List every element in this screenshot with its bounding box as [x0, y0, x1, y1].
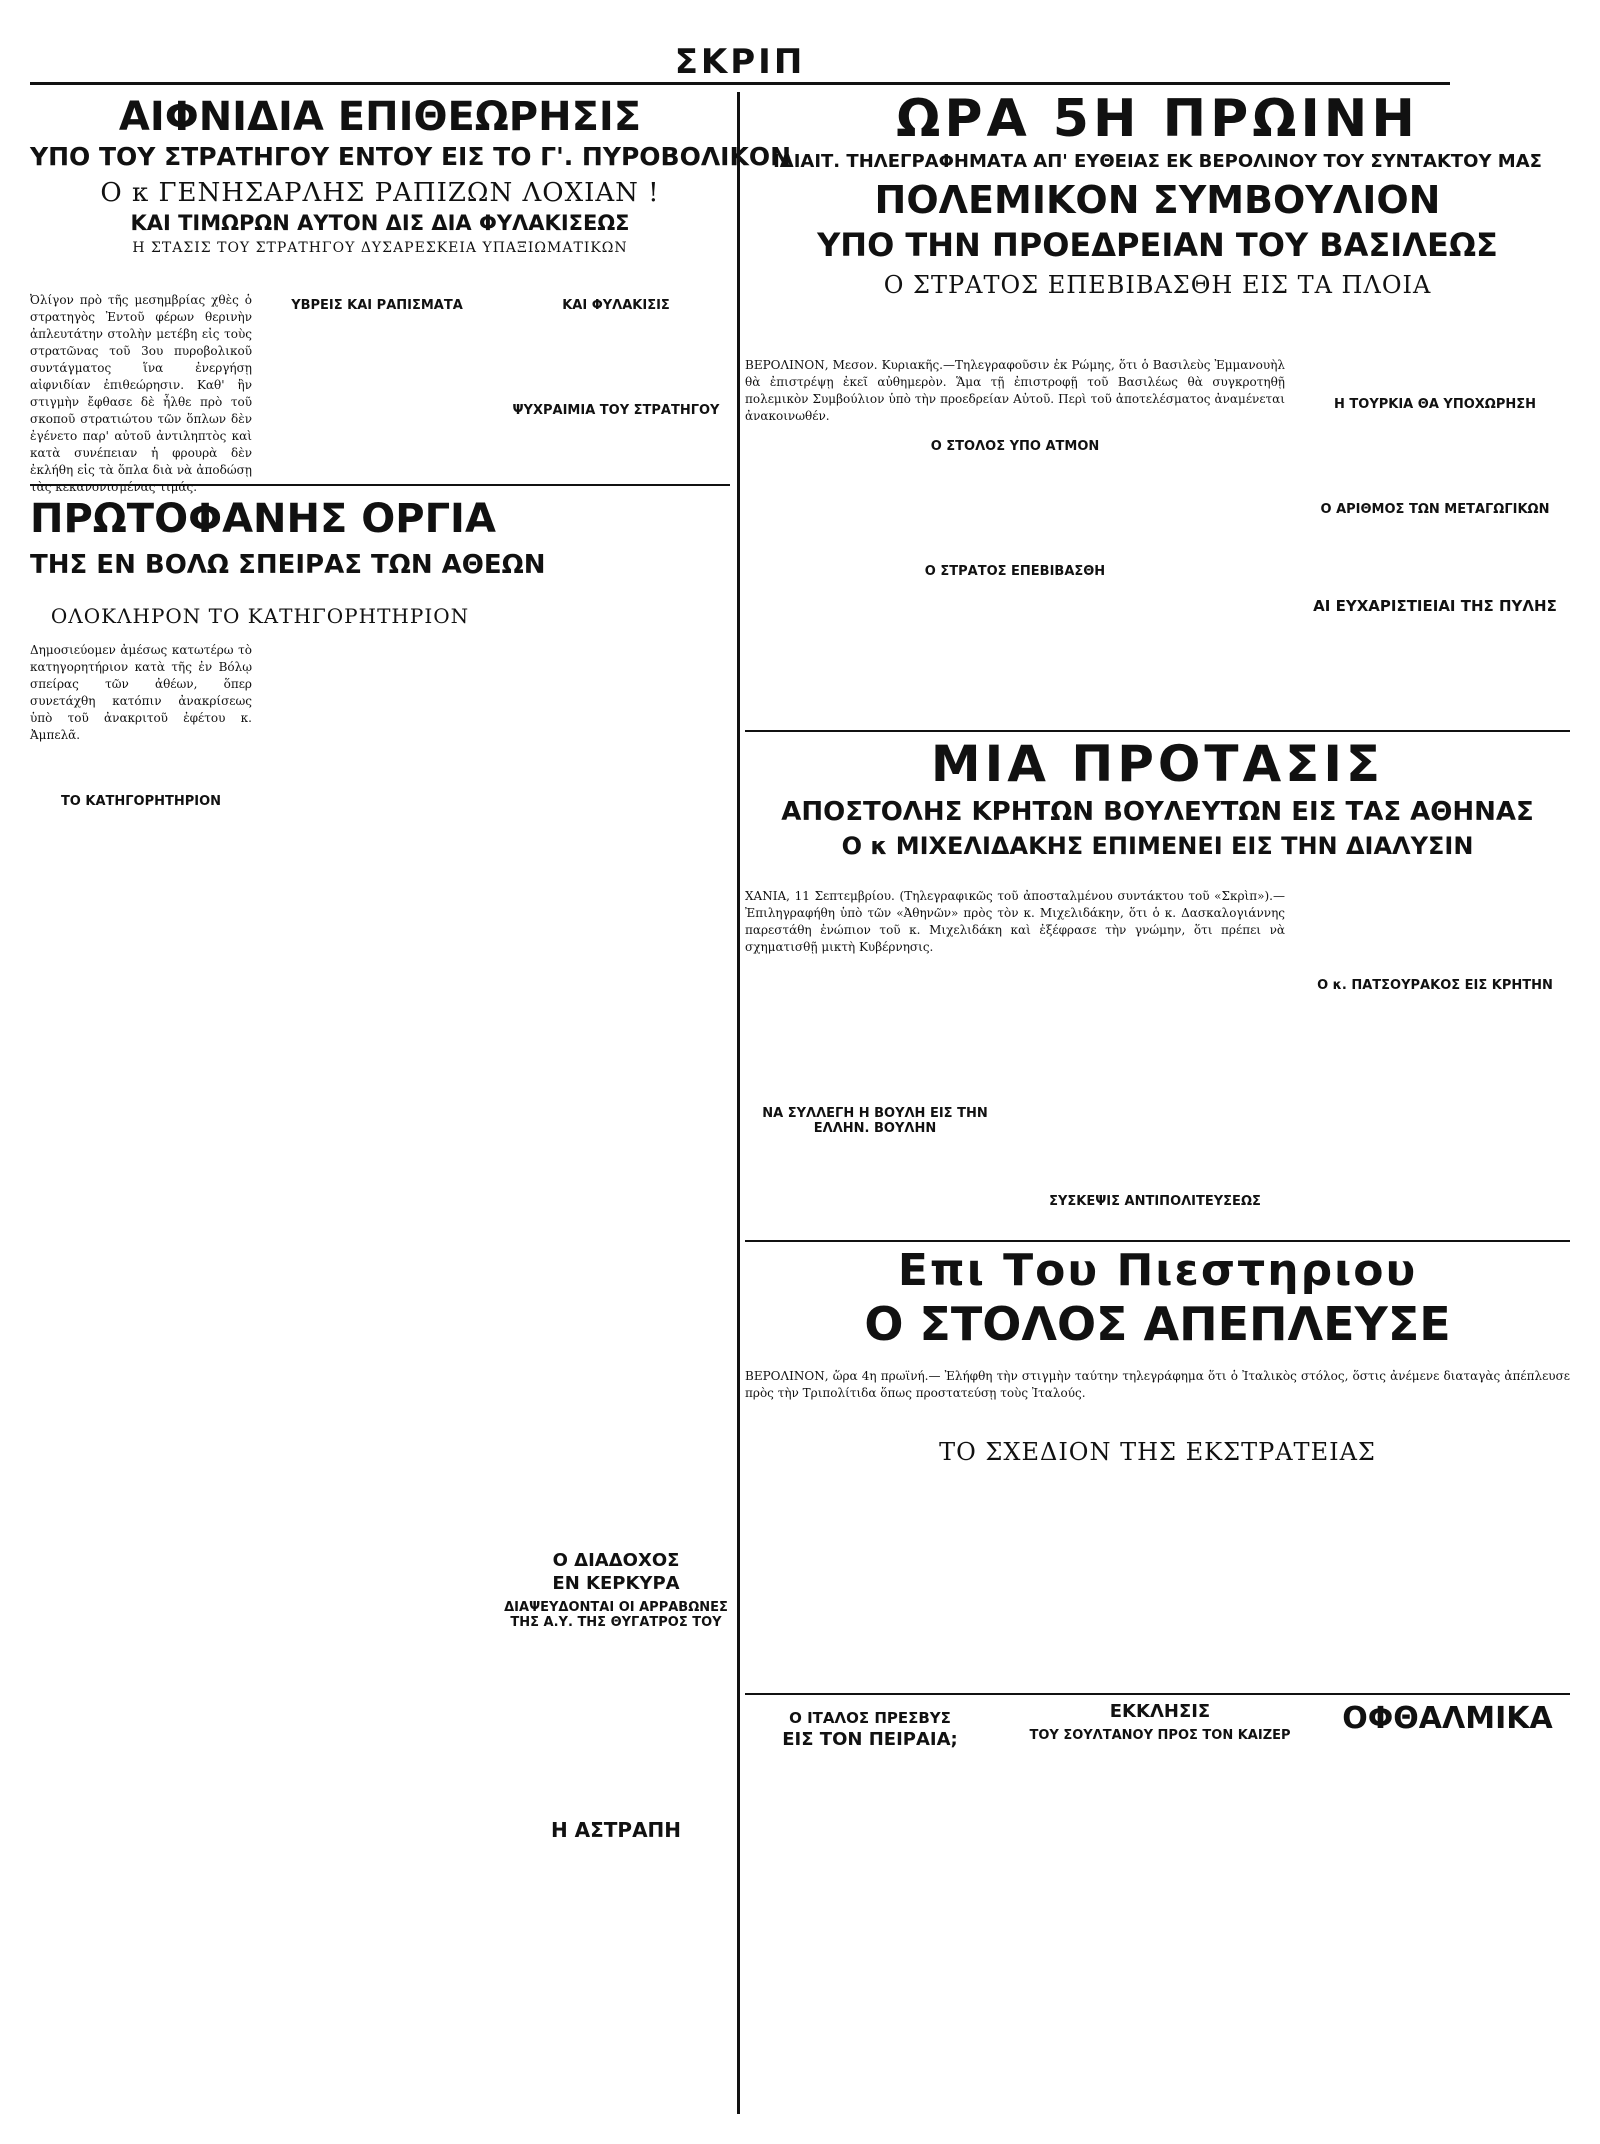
subheadline: ΙΔΙΑΙΤ. ΤΗΛΕΓΡΑΦΗΜΑΤΑ ΑΠ' ΕΥΘΕΙΑΣ ΕΚ ΒΕΡΟΛΙΝΟΥ ΤΟΥ ΣΥΝΤΑΚΤΟΥ ΜΑΣ	[773, 150, 1542, 172]
subheadline: ΚΑΙ ΤΙΜΩΡΩΝ ΑΥΤΟΝ ΔΙΣ ΔΙΑ ΦΥΛΑΚΙΣΕΩΣ	[130, 211, 630, 236]
section-divider	[745, 730, 1570, 732]
text-column	[30, 642, 252, 872]
section-subheading: ΨΥΧΡΑΙΜΙΑ ΤΟΥ ΣΤΡΑΤΗΓΟΥ	[512, 403, 720, 418]
subheadline: Η ΣΤΑΣΙΣ ΤΟΥ ΣΤΡΑΤΗΓΟΥ ΔΥΣΑΡΕΣΚΕΙΑ ΥΠΑΞΙΩΜΑΤΙΚΩΝ	[132, 240, 628, 257]
headline: ΠΡΩΤΟΦΑΝΗΣ ΟΡΓΙΑ	[30, 496, 496, 542]
text-column	[266, 292, 488, 478]
left-bottom-article	[30, 492, 730, 2112]
section-subheading: ΥΒΡΕΙΣ ΚΑΙ ΡΑΠΙΣΜΑΤΑ	[291, 298, 463, 313]
subheadline: Ο κ ΜΙΧΕΛΙΔΑΚΗΣ ΕΠΙΜΕΝΕΙ ΕΙΣ ΤΗΝ ΔΙΑΛΥΣΙΝ	[841, 831, 1474, 860]
text-column	[1300, 888, 1570, 1238]
text-column	[502, 1552, 730, 2112]
article-lead: Δημοσιεύομεν ἀμέσως κατωτέρω τὸ κατηγορητήριον κατὰ τῆς ἐν Βόλῳ σπείρας τῶν ἀθέων, ὅπερ συνετάχθη κατόπιν ἀνακρίσεως ὑπὸ τοῦ ἀνακριτοῦ ἐφέτου κ. Ἀμπελᾶ.	[30, 643, 252, 742]
text-column	[1300, 357, 1570, 728]
section-subheading: Η ΤΟΥΡΚΙΑ ΘΑ ΥΠΟΧΩΡΗΣΗ	[1334, 397, 1536, 412]
section-subheading: ΑΙ ΕΥΧΑΡΙΣΤΙΕΙΑΙ ΤΗΣ ΠΥΛΗΣ	[1313, 597, 1557, 615]
section-subheading: ΚΑΙ ΦΥΛΑΚΙΣΙΣ	[562, 298, 670, 313]
section-subheading: ΤΟ ΚΑΤΗΓΟΡΗΤΗΡΙΟΝ	[60, 794, 222, 809]
text-column	[1325, 1703, 1570, 1903]
text-column	[745, 1368, 1570, 1428]
masthead-title: ΣΚΡΙΠ	[674, 42, 806, 82]
subheadline: ΤΗΣ ΕΝ ΒΟΛΩ ΣΠΕΙΡΑΣ ΤΩΝ ΑΘΕΩΝ	[30, 550, 546, 580]
subheadline: ΥΠΟ ΤΗΝ ΠΡΟΕΔΡΕΙΑΝ ΤΟΥ ΒΑΣΙΛΕΩΣ	[817, 226, 1498, 265]
section-divider	[745, 1240, 1570, 1242]
article-lead: Ὀλίγον πρὸ τῆς μεσημβρίας χθὲς ὁ στρατηγὸς Ἐντοῦ φέρων θερινὴν ἀπλευτάτην στολὴν μετέβη εἰς τοὺς στρατῶνας τοῦ 3ου πυροβολικοῦ συντάγματος ἵνα ἐνεργήσῃ αἰφνιδίαν ἐπιθεώρησιν. Καθ' ἣν στιγμὴν ἔφθασε δὲ ἦλθε πρὸ τοῦ σκοποῦ στρατιώτου τῶν ὅπλων δὲν ἐγένετο παρ' αὐτοῦ ἀντιληπτὸς καὶ κατὰ συνέπειαν ἡ φρουρὰ δὲν ἐκλήθη εἰς τὰ ὅπλα διὰ νὰ ἀποδώσῃ τὰς κεκανονισμένας τιμάς.	[30, 293, 252, 494]
section-subheading: Ο κ. ΠΑΤΣΟΥΡΑΚΟΣ ΕΙΣ ΚΡΗΤΗΝ	[1317, 978, 1553, 993]
subheadline: ΥΠΟ ΤΟΥ ΣΤΡΑΤΗΓΟΥ ΕΝΤΟΥ ΕΙΣ ΤΟ Γ'. ΠΥΡΟΒΟΛΙΚΟΝ	[30, 142, 792, 171]
text-column	[1010, 1703, 1310, 1903]
section-subheading: Ο ΔΙΑΔΟΧΟΣ	[552, 1550, 680, 1571]
section-subheading: ΟΦΘΑΛΜΙΚΑ	[1342, 1701, 1553, 1736]
subheadline: ΟΛΟΚΛΗΡΟΝ ΤΟ ΚΑΤΗΓΟΡΗΤΗΡΙΟΝ	[50, 604, 470, 628]
right-top-article	[745, 89, 1570, 728]
section-subheading: Ο ΙΤΑΛΟΣ ΠΡΕΣΒΥΣ	[789, 1709, 951, 1727]
text-column	[745, 357, 1285, 728]
section-subheading: ΣΥΣΚΕΨΙΣ ΑΝΤΙΠΟΛΙΤΕΥΣΕΩΣ	[1049, 1194, 1261, 1209]
right-middle-article	[745, 735, 1570, 1238]
section-subheading: ΝΑ ΣΥΛΛΕΓΗ Η ΒΟΥΛΗ ΕΙΣ ΤΗΝ ΕΛΛΗΝ. ΒΟΥΛΗΝ	[762, 1106, 988, 1136]
subheadline: Ο ΣΤΟΛΟΣ ΑΠΕΠΛΕΥΣΕ	[864, 1297, 1451, 1352]
subheadline: ΑΠΟΣΤΟΛΗΣ ΚΡΗΤΩΝ ΒΟΥΛΕΥΤΩΝ ΕΙΣ ΤΑΣ ΑΘΗΝΑΣ	[781, 796, 1534, 827]
headline: ΑΙΦΝΙΔΙΑ ΕΠΙΘΕΩΡΗΣΙΣ	[118, 94, 642, 140]
section-subheading: Ο ΣΤΟΛΟΣ ΥΠΟ ΑΤΜΟΝ	[930, 439, 1100, 454]
right-bottom-article	[745, 1245, 1570, 2112]
section-subheading: ΕΙΣ ΤΟΝ ΠΕΙΡΑΙΑ;	[782, 1729, 958, 1750]
section-subheading: Ο ΑΡΙΘΜΟΣ ΤΩΝ ΜΕΤΑΓΩΓΙΚΩΝ	[1320, 502, 1550, 517]
text-column	[502, 292, 730, 478]
section-subheading: Η ΑΣΤΡΑΠΗ	[550, 1817, 682, 1842]
headline: Επι Του Πιεστηριου	[897, 1245, 1418, 1296]
section-subheading: ΕΚΚΛΗΣΙΣ	[1109, 1701, 1211, 1722]
article-lead: ΒΕΡΟΛΙΝΟΝ, ὥρα 4η πρωϊνή.— Ἐλήφθη τὴν στιγμὴν ταύτην τηλεγράφημα ὅτι ὁ Ἰταλικὸς στόλος, ὅστις ἀνέμενε διαταγὰς ἀπέπλευσε πρὸς τὴν Τριπολίτιδα ὅπως προστατεύσῃ τοὺς Ἰταλούς.	[745, 1369, 1570, 1400]
article-lead: ΒΕΡΟΛΙΝΟΝ, Μεσον. Κυριακῆς.—Τηλεγραφοῦσιν ἐκ Ρώμης, ὅτι ὁ Βασιλεὺς Ἐμμανουὴλ θὰ ἐπιστρέψῃ ἐκεῖ αὐθημερὸν. Ἅμα τῇ ἐπιστροφῇ τοῦ Βασιλέως θὰ συγκροτηθῇ πολεμικὸν Συμβούλιον ὑπὸ τὴν προεδρείαν Αὐτοῦ. Περὶ τοῦ ἀποτελέσματος ἀναμένεται ἀνακοινωθέν.	[745, 358, 1285, 423]
text-column	[30, 292, 252, 494]
section-subheading: Ο ΣΤΡΑΤΟΣ ΕΠΕΒΙΒΑΣΘΗ	[924, 564, 1106, 579]
subheadline: ΠΟΛΕΜΙΚΟΝ ΣΥΜΒΟΥΛΙΟΝ	[874, 178, 1441, 223]
column-divider	[737, 92, 740, 2114]
section-subheading: ΤΟΥ ΣΟΥΛΤΑΝΟΥ ΠΡΟΣ ΤΟΝ ΚΑΙΖΕΡ	[1029, 1727, 1291, 1743]
subheadline: Ο κ ΓΕΝΗΣΑΡΛΗΣ ΡΑΠΙΖΩΝ ΛΟΧΙΑΝ !	[100, 178, 660, 209]
article-lead: ΧΑΝΙΑ, 11 Σεπτεμβρίου. (Τηλεγραφικῶς τοῦ ἀποσταλμένου συντάκτου τοῦ «Σκρὶπ»).—Ἐπιληγραφήθη ὑπὸ τῶν «Ἀθηνῶν» πρὸς τὸν κ. Μιχελιδάκην, ὅτι ὁ κ. Δασκαλογιάννης παρεστάθη ἐνώπιον τοῦ κ. Μιχελιδάκη καὶ ἐξέφρασε τὴν γνώμην, ὅτι πρέπει νὰ σχηματισθῇ μικτὴ Κυβέρνησις.	[745, 889, 1285, 954]
section-divider	[30, 484, 730, 486]
text-column	[745, 888, 1285, 1238]
section-divider	[745, 1693, 1570, 1695]
section-subheading: ΔΙΑΨΕΥΔΟΝΤΑΙ ΟΙ ΑΡΡΑΒΩΝΕΣ ΤΗΣ Α.Υ. ΤΗΣ ΘΥΓΑΤΡΟΣ ΤΟΥ	[504, 1599, 728, 1630]
section-subheading: ΕΝ ΚΕΡΚΥΡΑ	[552, 1572, 680, 1594]
headline: ΜΙΑ ΠΡΟΤΑΣΙΣ	[930, 735, 1385, 793]
subheadline: ΤΟ ΣΧΕΔΙΟΝ ΤΗΣ ΕΚΣΤΡΑΤΕΙΑΣ	[939, 1438, 1376, 1466]
left-top-article	[30, 92, 792, 494]
subheadline: Ο ΣΤΡΑΤΟΣ ΕΠΕΒΙΒΑΣΘΗ ΕΙΣ ΤΑ ΠΛΟΙΑ	[883, 270, 1432, 299]
headline: ΩΡΑ 5Η ΠΡΩΙΝΗ	[896, 89, 1419, 149]
text-column	[745, 1703, 995, 1903]
body-text-placeholder	[266, 317, 488, 334]
masthead	[30, 42, 1450, 85]
